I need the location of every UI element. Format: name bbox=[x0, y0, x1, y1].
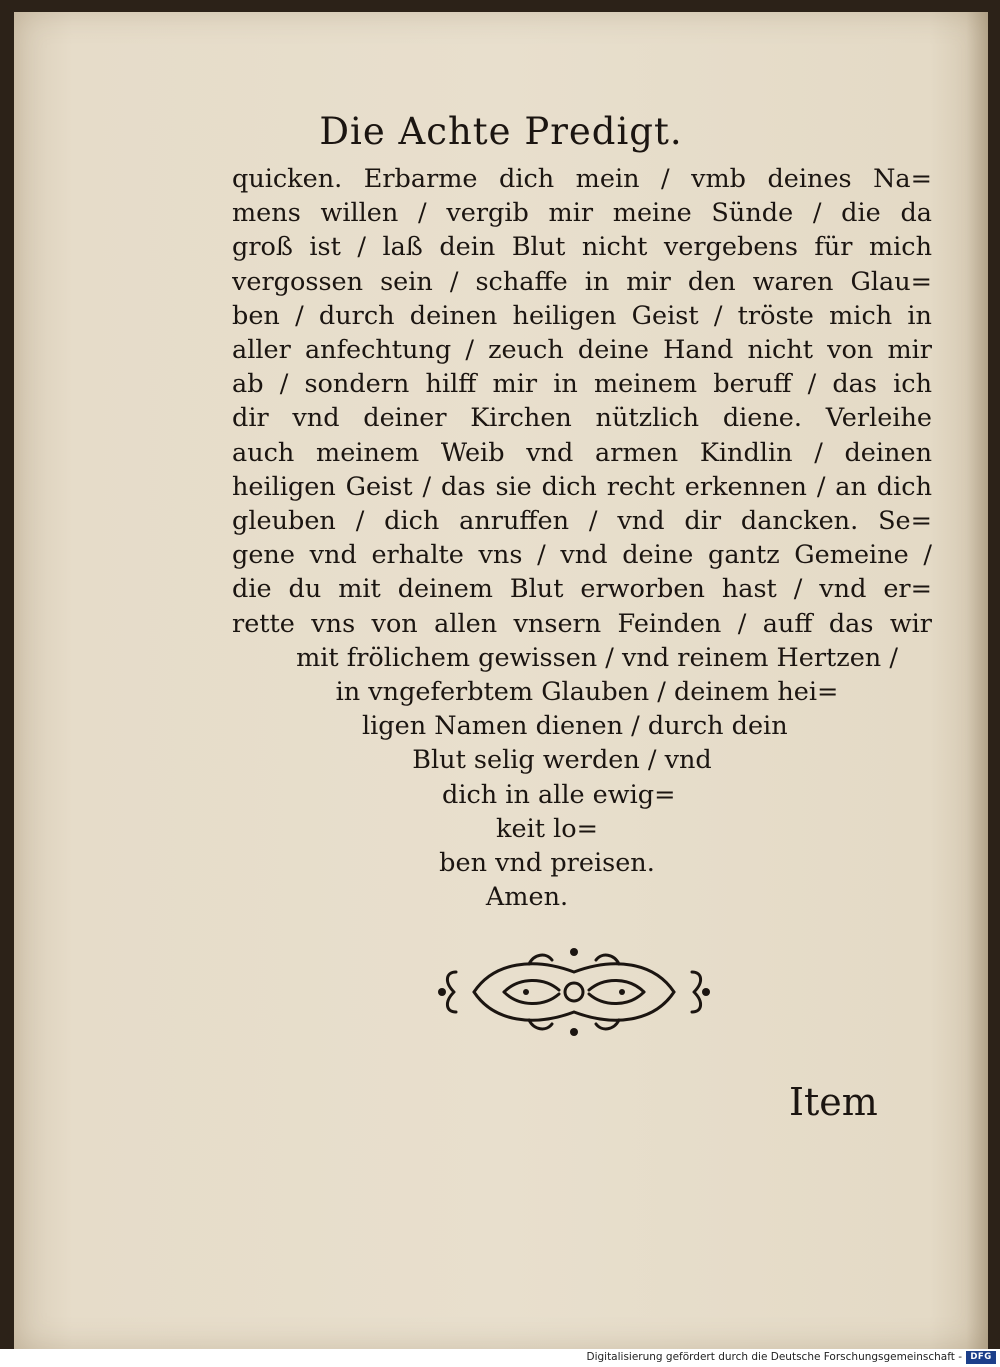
text-line: ligen Namen dienen / durch dein bbox=[362, 711, 788, 742]
text-line: quicken. Erbarme dich mein / vmb deines Na= bbox=[232, 164, 932, 194]
catchword: Item bbox=[789, 1080, 878, 1124]
book-page bbox=[14, 12, 988, 1349]
funding-credit: Digitalisierung gefördert durch die Deutsche Forschungsgemeinschaft - bbox=[586, 1351, 962, 1363]
text-line: die du mit deinem Blut erworben hast / vnd er= bbox=[232, 574, 932, 605]
text-line: dir vnd deiner Kirchen nützlich diene. Verleihe bbox=[232, 403, 932, 434]
text-line: ab / sondern hilff mir in meinem beruff / das ich bbox=[232, 369, 932, 400]
page-edge-shadow bbox=[966, 12, 988, 1349]
running-head: Die Achte Predigt. bbox=[319, 110, 683, 153]
dfg-logo: DFG bbox=[966, 1351, 996, 1364]
text-line: keit lo= bbox=[496, 813, 598, 844]
text-line: groß ist / laß dein Blut nicht vergebens für mich bbox=[232, 232, 932, 263]
text-line: ben / durch deinen heiligen Geist / tröste mich in bbox=[232, 300, 932, 331]
text-line: dich in alle ewig= bbox=[442, 779, 676, 810]
text-line: Blut selig werden / vnd bbox=[412, 745, 712, 776]
text-line: mens willen / vergib mir meine Sünde / die da bbox=[232, 198, 932, 229]
text-line: gleuben / dich anruffen / vnd dir dancken. Se= bbox=[232, 506, 932, 537]
text-line: in vngeferbtem Glauben / deinem hei= bbox=[335, 677, 839, 708]
fleuron-ornament-icon bbox=[434, 942, 714, 1042]
text-line: aller anfechtung / zeuch deine Hand nicht von mir bbox=[232, 335, 932, 366]
text-line: Amen. bbox=[485, 882, 569, 913]
text-line: ben vnd preisen. bbox=[439, 848, 655, 879]
text-line: gene vnd erhalte vns / vnd deine gantz Gemeine / bbox=[232, 540, 932, 571]
text-line: heiligen Geist / das sie dich recht erkennen / an dich bbox=[232, 471, 932, 502]
text-line: rette vns von allen vnsern Feinden / auff das wir bbox=[232, 608, 932, 639]
text-line: mit frölichem gewissen / vnd reinem Hertzen / bbox=[296, 642, 898, 673]
prayer-text bbox=[232, 162, 932, 914]
text-line: vergossen sein / schaffe in mir den waren Glau= bbox=[232, 266, 932, 297]
footer-bar bbox=[0, 1349, 1000, 1367]
text-line: auch meinem Weib vnd armen Kindlin / deinen bbox=[232, 437, 932, 468]
